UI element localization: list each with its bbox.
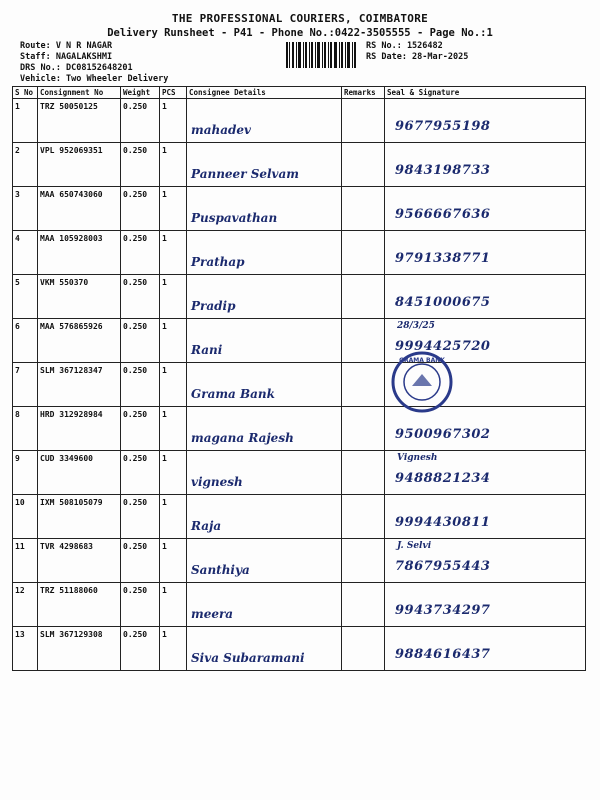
row-pcs: 1 <box>160 583 187 627</box>
row-remarks <box>342 275 385 319</box>
row-remarks <box>342 627 385 671</box>
table-row <box>13 99 586 143</box>
row-consignee-name: Rani <box>191 343 223 357</box>
row-consignee-name: Puspavathan <box>191 211 278 225</box>
row-remarks <box>342 99 385 143</box>
col-pcs: PCS <box>160 87 187 99</box>
row-consignment-no: VKM 550370 <box>38 275 121 319</box>
row-pcs: 1 <box>160 319 187 363</box>
row-sno: 11 <box>13 539 38 583</box>
row-signature-cell <box>385 627 586 671</box>
row-phone: 9566667636 <box>395 207 491 222</box>
rs-date: RS Date: 28-Mar-2025 <box>366 52 469 62</box>
table-row <box>13 231 586 275</box>
row-sno: 1 <box>13 99 38 143</box>
row-consignment-no: TVR 4298683 <box>38 539 121 583</box>
row-pcs: 1 <box>160 275 187 319</box>
row-remarks <box>342 539 385 583</box>
row-signature-cell <box>385 231 586 275</box>
row-pcs: 1 <box>160 627 187 671</box>
row-weight: 0.250 <box>121 363 160 407</box>
row-consignee-cell <box>187 187 342 231</box>
row-weight: 0.250 <box>121 231 160 275</box>
row-pcs: 1 <box>160 143 187 187</box>
bank-stamp-icon <box>390 350 454 414</box>
row-consignment-no: MAA 650743060 <box>38 187 121 231</box>
row-consignment-no: CUD 3349600 <box>38 451 121 495</box>
row-remarks <box>342 231 385 275</box>
row-weight: 0.250 <box>121 99 160 143</box>
row-phone: 8451000675 <box>395 295 491 310</box>
row-consignment-no: MAA 105928003 <box>38 231 121 275</box>
row-remarks <box>342 495 385 539</box>
row-weight: 0.250 <box>121 583 160 627</box>
table-row <box>13 583 586 627</box>
row-consignee-name: magana Rajesh <box>191 431 294 445</box>
row-signature-cell <box>385 99 586 143</box>
table-row <box>13 539 586 583</box>
table-header-row <box>13 87 586 99</box>
row-consignment-no: HRD 312928984 <box>38 407 121 451</box>
col-weight: Weight <box>121 87 160 99</box>
row-weight: 0.250 <box>121 319 160 363</box>
col-consignment: Consignment No <box>38 87 121 99</box>
row-remarks <box>342 363 385 407</box>
row-phone: 9994430811 <box>395 515 491 530</box>
runsheet-subtitle: Delivery Runsheet - P41 - Phone No.:0422-3505555 - Page No.:1 <box>107 27 493 39</box>
row-consignee-name: Panneer Selvam <box>191 167 299 181</box>
row-sno: 2 <box>13 143 38 187</box>
row-phone: 9843198733 <box>395 163 491 178</box>
row-consignee-name: meera <box>191 607 234 621</box>
row-pcs: 1 <box>160 407 187 451</box>
row-consignee-name: Santhiya <box>191 563 250 577</box>
row-phone: 9943734297 <box>395 603 491 618</box>
row-sno: 13 <box>13 627 38 671</box>
row-signature-cell <box>385 495 586 539</box>
row-phone: 9677955198 <box>395 119 491 134</box>
row-signature-text: Vignesh <box>397 453 438 463</box>
row-sno: 6 <box>13 319 38 363</box>
row-consignee-cell <box>187 319 342 363</box>
row-pcs: 1 <box>160 99 187 143</box>
row-pcs: 1 <box>160 539 187 583</box>
row-pcs: 1 <box>160 495 187 539</box>
row-remarks <box>342 407 385 451</box>
row-consignee-name: Grama Bank <box>191 387 275 401</box>
runsheet-table <box>12 86 586 671</box>
row-signature-cell <box>385 275 586 319</box>
row-consignee-name: vignesh <box>191 475 243 489</box>
row-sno: 9 <box>13 451 38 495</box>
row-remarks <box>342 319 385 363</box>
row-remarks <box>342 143 385 187</box>
row-consignment-no: VPL 952069351 <box>38 143 121 187</box>
row-consignee-name: Prathap <box>191 255 245 269</box>
row-weight: 0.250 <box>121 143 160 187</box>
row-consignee-cell <box>187 407 342 451</box>
barcode-icon <box>286 42 356 68</box>
row-sno: 7 <box>13 363 38 407</box>
row-consignment-no: MAA 576865926 <box>38 319 121 363</box>
vehicle-label: Vehicle: Two Wheeler Delivery <box>20 74 169 84</box>
row-consignee-cell <box>187 539 342 583</box>
staff-label: Staff: NAGALAKSHMI <box>20 52 113 62</box>
route-label: Route: V N R NAGAR <box>20 41 113 51</box>
row-pcs: 1 <box>160 231 187 275</box>
row-consignee-cell <box>187 495 342 539</box>
row-phone: 7867955443 <box>395 559 491 574</box>
row-sno: 8 <box>13 407 38 451</box>
table-row <box>13 187 586 231</box>
row-signature-cell <box>385 143 586 187</box>
row-consignee-cell <box>187 583 342 627</box>
row-signature-text: 28/3/25 <box>397 321 435 331</box>
row-weight: 0.250 <box>121 451 160 495</box>
row-consignee-cell <box>187 231 342 275</box>
row-weight: 0.250 <box>121 275 160 319</box>
table-row <box>13 275 586 319</box>
row-consignment-no: TRZ 50050125 <box>38 99 121 143</box>
row-signature-text: J. Selvi <box>397 541 432 551</box>
col-remarks: Remarks <box>342 87 385 99</box>
row-signature-cell <box>385 583 586 627</box>
table-row <box>13 363 586 407</box>
row-phone: 9500967302 <box>395 427 491 442</box>
row-phone: 9994425720 <box>395 339 491 354</box>
row-sno: 12 <box>13 583 38 627</box>
row-sno: 5 <box>13 275 38 319</box>
row-consignee-name: Raja <box>191 519 222 533</box>
table-row <box>13 407 586 451</box>
row-pcs: 1 <box>160 187 187 231</box>
row-consignment-no: IXM 508105079 <box>38 495 121 539</box>
row-sno: 4 <box>13 231 38 275</box>
drs-number: DRS No.: DC08152648201 <box>20 63 133 73</box>
row-weight: 0.250 <box>121 187 160 231</box>
table-row <box>13 495 586 539</box>
row-remarks <box>342 187 385 231</box>
row-signature-cell <box>385 451 586 495</box>
row-consignee-name: mahadev <box>191 123 251 137</box>
row-consignment-no: SLM 367128347 <box>38 363 121 407</box>
col-signature: Seal & Signature <box>385 87 586 99</box>
row-consignee-cell <box>187 451 342 495</box>
row-remarks <box>342 451 385 495</box>
stamp-text: GRAMA BANK <box>399 357 445 364</box>
table-row <box>13 627 586 671</box>
row-consignee-cell <box>187 275 342 319</box>
row-consignee-cell <box>187 627 342 671</box>
row-sno: 10 <box>13 495 38 539</box>
row-pcs: 1 <box>160 363 187 407</box>
row-consignee-name: Pradip <box>191 299 236 313</box>
rs-number: RS No.: 1526482 <box>366 41 443 51</box>
row-weight: 0.250 <box>121 495 160 539</box>
table-row <box>13 319 586 363</box>
row-consignment-no: SLM 367129308 <box>38 627 121 671</box>
row-phone: 9791338771 <box>395 251 491 266</box>
row-pcs: 1 <box>160 451 187 495</box>
row-signature-cell <box>385 187 586 231</box>
row-signature-cell <box>385 539 586 583</box>
table-row <box>13 143 586 187</box>
row-weight: 0.250 <box>121 407 160 451</box>
row-sno: 3 <box>13 187 38 231</box>
row-consignee-name: Siva Subaramani <box>191 651 305 665</box>
col-consignee: Consignee Details <box>187 87 342 99</box>
table-row <box>13 451 586 495</box>
row-consignee-cell <box>187 143 342 187</box>
row-consignee-cell <box>187 99 342 143</box>
col-sno: S No <box>13 87 38 99</box>
row-phone: 9488821234 <box>395 471 491 486</box>
row-consignee-cell <box>187 363 342 407</box>
row-phone: 9884616437 <box>395 647 491 662</box>
row-remarks <box>342 583 385 627</box>
row-consignment-no: TRZ 51188060 <box>38 583 121 627</box>
company-title: THE PROFESSIONAL COURIERS, COIMBATORE <box>171 12 429 25</box>
row-weight: 0.250 <box>121 539 160 583</box>
row-weight: 0.250 <box>121 627 160 671</box>
